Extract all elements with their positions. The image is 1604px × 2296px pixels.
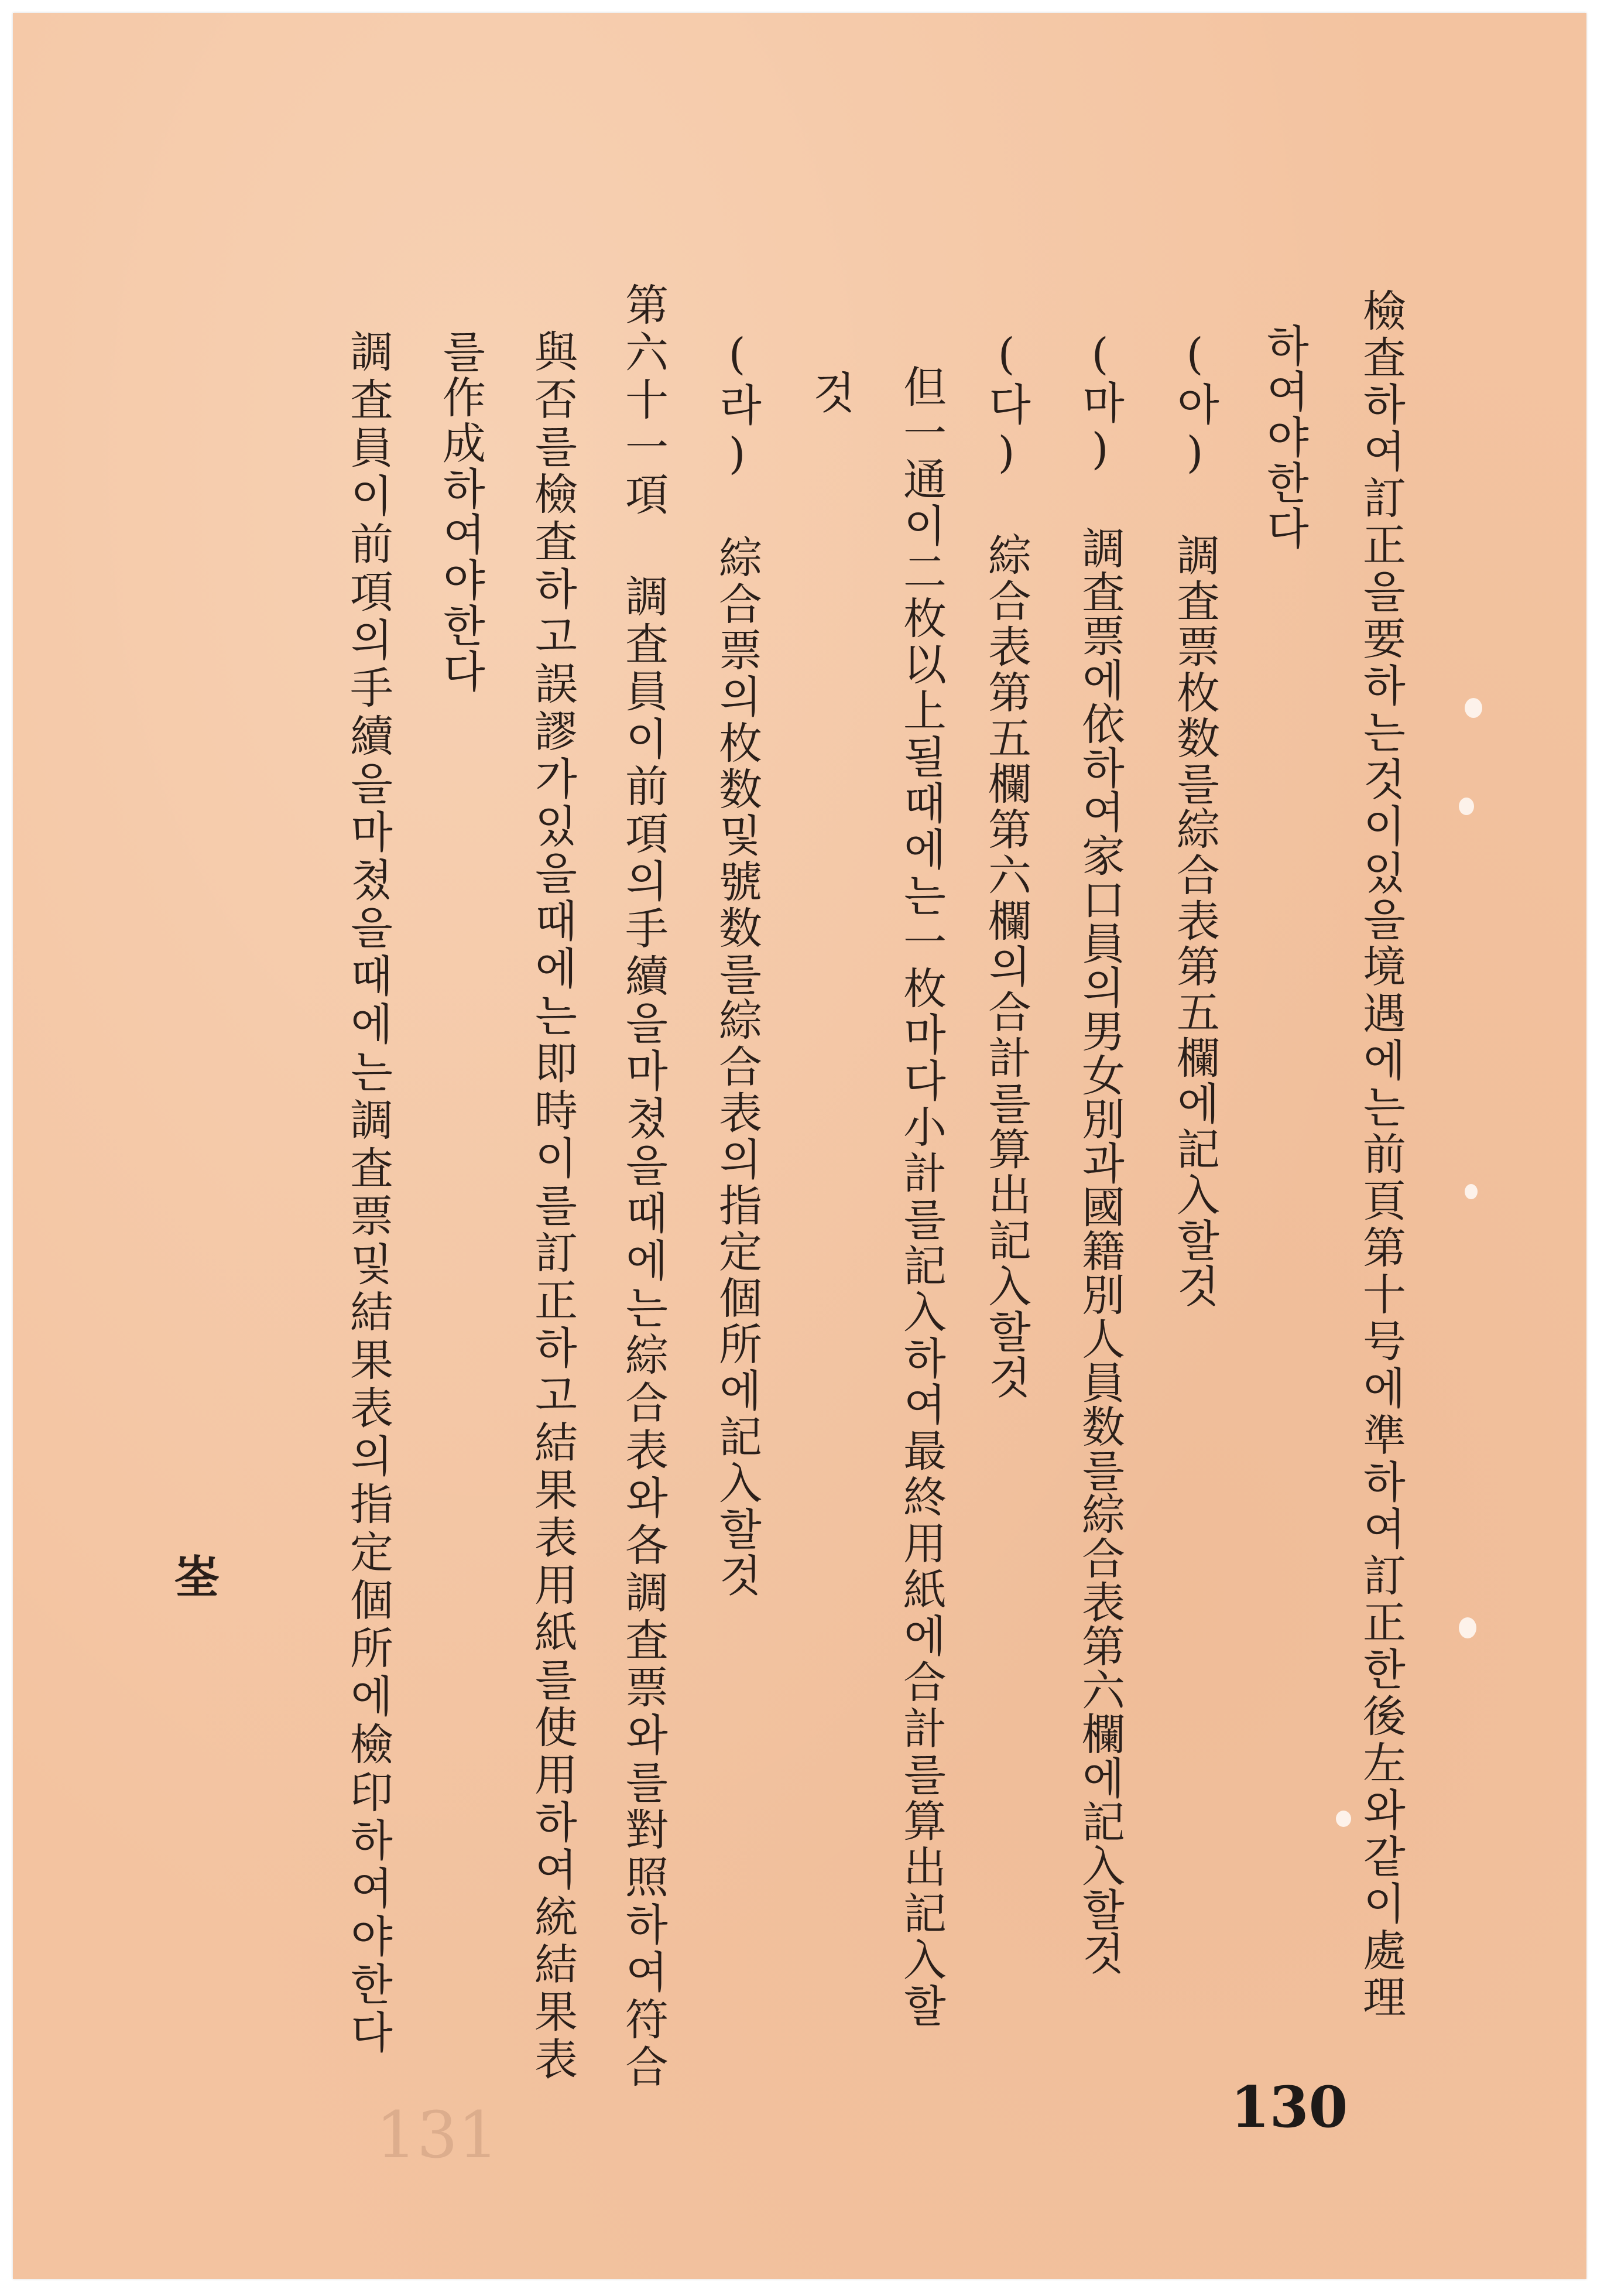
text-column-5: (다) 綜合表第五欄第六欄의合計를算出記入할것 <box>981 329 1031 1401</box>
text-column-9: 第六十一項 調査員이前項의手續을마쳤을때에는綜合表와各調査票와를對照하여符合 <box>618 282 669 2092</box>
paper-hole <box>1459 1617 1476 1638</box>
text-column-4: (마) 調査票에依하여家口員의男女別과國籍別人員数를綜合表第六欄에記入할것 <box>1075 329 1125 1975</box>
page-number: 130 <box>1231 2074 1348 2140</box>
text-column-12: 調査員이前項의手續을마쳤을때에는調査票및結果表의指定個所에檢印하여야한다 <box>343 329 393 2058</box>
text-column-7: 것 <box>806 370 856 416</box>
text-column-10: 與否를檢査하고誤謬가있을때에는即時이를訂正하고結果表用紙를使用하여統結果表 <box>527 329 578 2084</box>
text-column-11: 를作成하여야한다 <box>436 329 486 694</box>
text-column-1: 檢査하여訂正을要하는것이있을境遇에는前頁第十号에準하여訂正한後左와같이處理 <box>1356 288 1406 2021</box>
paper-hole <box>1459 798 1474 815</box>
text-column-3: (아) 調査票枚数를綜合表第五欄에記入할것 <box>1170 329 1220 1309</box>
margin-mark: 峑 <box>174 1551 220 1604</box>
text-column-6: 但一通이二枚以上될때에는一枚마다小計를記入하여最終用紙에合計를算出記入할 <box>896 364 947 2030</box>
paper-hole <box>1465 698 1482 718</box>
text-column-2: 하여야한다 <box>1259 323 1310 552</box>
document-page <box>13 13 1586 2279</box>
text-column-8: (라) 綜合票의枚数및號数를綜合表의指定個所에記入할것 <box>712 329 762 1599</box>
show-through-page-number: 131 <box>376 2097 499 2172</box>
paper-hole <box>1465 1184 1478 1199</box>
paper-hole <box>1336 1811 1351 1827</box>
